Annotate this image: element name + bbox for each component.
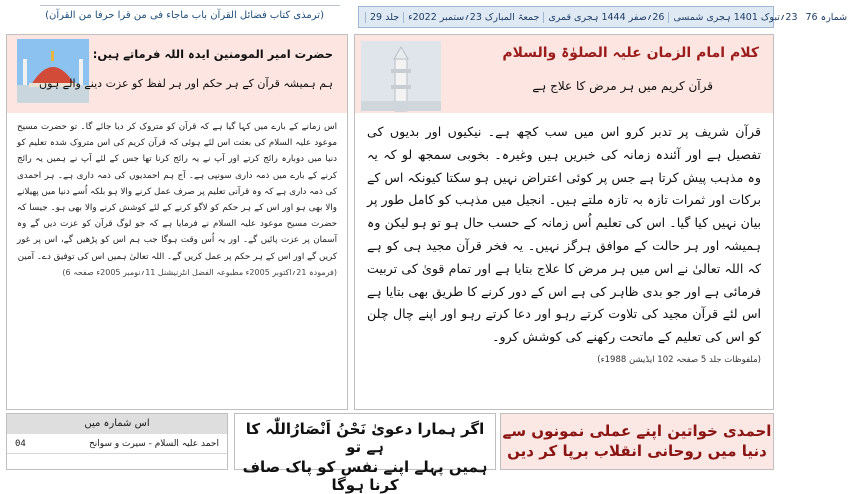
hadith-reference: (ترمذی کتاب فضائل القرآن باب ماجاء فی من قرا حرفا من القرآن)	[45, 10, 324, 21]
gregorian-date: جمعۃ المبارک 23؍ستمبر 2022ء	[403, 12, 543, 23]
khalifa-article-text: اس زمانے کے بارے میں کہا گیا ہے کہ قرآن کو متروک کر دیا جائے گا۔ تو حضرت مسیح موعود علیہ السلام کی بعثت اس لئے ہوئی کہ قرآن کریم کی اس متروک شدہ تعلیم کو دنیا میں دوبارہ رائج کرتے اور آپ نے یہ رائج کرنا تھا جس کے لئے آپ نے ہمیں یہ رائج کرنے کے بارے میں ذمہ داری سونپی ہے۔ آج ہم احمدیوں کی ذمہ داری ہے۔ ہر احمدی کی ذمہ داری ہے کہ وہ قرآنی تعلیم پر صرف عمل کرنے والا ہو بلکہ اُسے دنیا میں پھیلانے والا بھی ہو اور اس کے ہر حکم کو لاگو کرنے کے لئے کوشش کرنے والا بھی ہو۔ جیسا کہ حضرت مسیح موعود علیہ السلام نے فرمایا ہے کہ جو لوگ قرآن کو عزت دیں گے وہ آسمان پر عزت پائیں گے۔ اور یہ اُس وقت ہوگا جب ہم اس کو پڑھیں گے، اس پر غور کریں گے اور اس کے ہر حکم پر عمل کریں گے۔ اللہ تعالیٰ ہمیں اس کی توفیق دے۔ آمین	[17, 122, 337, 262]
issue-contents-heading: اس شمارہ میں	[7, 414, 227, 434]
khalifa-article-body	[17, 119, 337, 281]
imam-article	[354, 34, 774, 410]
imam-article-text: قرآن شریف پر تدبر کرو اس میں سب کچھ ہے۔ نیکیوں اور بدیوں کی تفصیل ہے اور آئندہ زمانہ کی خبریں ہیں وغیرہ۔ بخوبی سمجھ لو کہ یہ وہ مذہب پیش کرتا ہے جس پر کوئی اعتراض نہیں ہو سکتا کیونکہ اس کے برکات اور ثمرات تازہ بہ تازہ ملتے ہیں۔ انجیل میں مذہب کو کامل طور پر بیان نہیں کیا گیا۔ اس کی تعلیم اُس زمانہ کے حسب حال ہو تو ہو لیکن وہ ہمیشہ اور ہر حالت کے موافق ہرگز نہیں۔ یہ فخر قرآن مجید ہی کو ہے کہ اللہ تعالیٰ نے اس میں ہر مرض کا علاج بتایا ہے اور تمام قویٰ کی تربیت فرمائی ہے اور جو بدی ظاہر کی ہے اس کے دور کرنے کا طریق بھی بتایا ہے اس لئے قرآن مجید کی تلاوت کرتے رہو اور دعا کرتے رہو اور اپنے چال چلن کو اس کی تعلیم کے ماتحت رکھنے کی کوشش کرو۔	[367, 124, 761, 345]
khalifa-article-reference: (فرمودہ 21؍اکتوبر 2005ء مطبوعہ الفضل انٹرنیشنل 11؍نومبر 2005ء صفحہ 6)	[62, 267, 337, 277]
ansarullah-banner	[234, 413, 496, 494]
shamsi-date: 23؍تبوک 1401 ہجری شمسی	[668, 12, 801, 23]
hijri-date: 26؍صفر 1444 ہجری قمری	[543, 12, 668, 23]
contents-row[interactable]	[7, 434, 227, 454]
top-divider	[40, 0, 340, 6]
contents-page-number: 04	[15, 438, 26, 449]
minaret-illustration	[361, 41, 441, 111]
imam-article-reference: (ملفوظات جلد 5 صفحہ 102 ایڈیشن 1988ء)	[597, 354, 761, 365]
date-bar	[358, 6, 848, 28]
lajna-banner-line2: دنیا میں روحانی انقلاب برپا کر دیں	[507, 442, 767, 460]
khalifa-article-header	[7, 35, 347, 113]
lajna-banner	[500, 413, 774, 470]
mosque-dome-image	[17, 39, 89, 103]
imam-article-title: کلام امام الزمان علیہ الصلوٰۃ والسلام	[502, 45, 759, 61]
khalifa-article-title: حضرت امیر المومنین ایدہ اللہ فرماتے ہیں:	[92, 47, 333, 61]
imam-article-header	[355, 35, 773, 113]
khalifa-article	[6, 34, 348, 410]
contents-item-title: احمد علیہ السلام - سیرت و سوانح	[88, 438, 219, 449]
ansarullah-banner-line1: اگر ہمارا دعویٰ نَحْنُ اَنْصَارُاللّٰہ کا ہے تو	[245, 420, 485, 456]
minaret-image	[361, 41, 441, 111]
issue-contents-box	[6, 413, 228, 470]
ansarullah-banner-line2: ہمیں پہلے اپنے نفس کو پاک صاف کرنا ہوگا	[242, 458, 488, 494]
lajna-banner-line1: احمدی خواتین اپنے عملی نمونوں سے	[502, 422, 772, 440]
issue-number: شمارہ 76	[805, 11, 848, 23]
imam-article-body	[367, 121, 761, 372]
mosque-dome-illustration	[17, 39, 89, 103]
imam-article-subtitle: قرآن کریم میں ہر مرض کا علاج ہے	[532, 79, 713, 93]
khalifa-article-subtitle: ہم ہمیشہ قرآن کے ہر حکم اور ہر لفظ کو عزت دینے والے ہوں	[38, 77, 333, 90]
volume-label: جلد 29	[365, 12, 403, 23]
